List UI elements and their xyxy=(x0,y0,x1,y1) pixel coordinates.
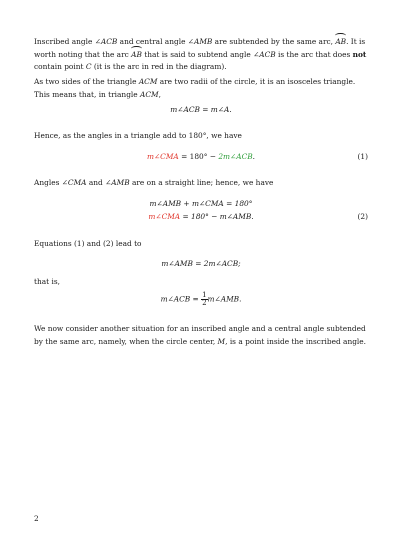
text: Equations (1) and (2) lead to xyxy=(34,239,142,248)
text: that is, xyxy=(34,277,60,286)
math: m∠AMB + m∠CMA = 180° xyxy=(149,199,253,208)
math: ∠ACB xyxy=(94,37,118,46)
paragraph-isosceles xyxy=(34,76,368,101)
math: ACM xyxy=(140,89,159,99)
text: , is a point inside the inscribed angle. xyxy=(225,336,367,346)
paragraph-lead-to xyxy=(34,238,368,251)
numerator: 1 xyxy=(202,291,207,299)
math: ∠CMA xyxy=(61,178,87,187)
math: M xyxy=(217,336,226,346)
equation-acb-a xyxy=(34,104,368,115)
text: contain point xyxy=(34,62,86,72)
math: m∠AMB = 2m∠ACB; xyxy=(161,259,241,268)
text: As two sides of the triangle xyxy=(34,77,139,86)
math: m∠ACB = m∠A. xyxy=(170,105,232,114)
page-number: 2 xyxy=(34,514,39,523)
math: ∠AMB xyxy=(187,37,213,46)
equation-2a xyxy=(34,198,368,209)
paragraph-inscribed-central xyxy=(34,36,368,74)
math: . xyxy=(252,152,256,161)
text: (it is the arc in red in the diagram). xyxy=(91,62,227,72)
text: are on a straight line; hence, we have xyxy=(129,178,274,187)
text: are subtended by the same arc, xyxy=(212,37,336,46)
math-red: m∠CMA xyxy=(146,152,179,161)
paragraph-another-situation xyxy=(34,323,368,348)
text: are two radii of the circle, it is an isosceles triangle. This means that, in triangle xyxy=(34,77,356,99)
math-green: 2m∠ACB xyxy=(218,152,253,161)
text: , xyxy=(158,89,161,99)
text: Angles xyxy=(34,178,62,187)
arc-ab: AB xyxy=(131,49,142,62)
text: and central angle xyxy=(117,37,188,46)
math: = 180° − xyxy=(178,152,219,161)
math-red: m∠CMA xyxy=(148,212,181,221)
math: ∠ACB xyxy=(253,49,276,59)
paragraph-angles-sum xyxy=(34,130,368,143)
math: ACM xyxy=(138,77,158,86)
equation-4 xyxy=(34,292,368,307)
text: is the arc that does xyxy=(275,49,353,59)
math: ∠AMB xyxy=(105,178,130,187)
text: . It is worth noting that the arc xyxy=(34,37,366,59)
text: Inscribed angle xyxy=(34,37,95,46)
equation-1 xyxy=(34,151,368,162)
math: C xyxy=(85,62,92,72)
bold-text: not xyxy=(352,49,367,59)
denominator: 2 xyxy=(202,299,207,307)
math: m∠ACB = xyxy=(160,294,202,304)
math: m∠AMB. xyxy=(207,294,242,304)
equation-number: (2) xyxy=(357,212,368,221)
text: Hence, as the angles in a triangle add to 180°, we have xyxy=(34,131,242,140)
math: = 180° − m∠AMB. xyxy=(180,212,254,221)
text: We now consider another situation for an inscribed angle and a central angle subtended by the same arc, namely, when the circle center, xyxy=(34,324,366,346)
arc-ab: AB xyxy=(335,36,346,49)
text: that is said to subtend angle xyxy=(141,49,254,59)
paragraph-that-is xyxy=(34,276,368,289)
paragraph-straight-line xyxy=(34,177,368,190)
equation-3 xyxy=(34,258,368,269)
equation-number: (1) xyxy=(357,152,368,161)
equation-2 xyxy=(34,211,368,222)
text: and xyxy=(86,178,106,187)
